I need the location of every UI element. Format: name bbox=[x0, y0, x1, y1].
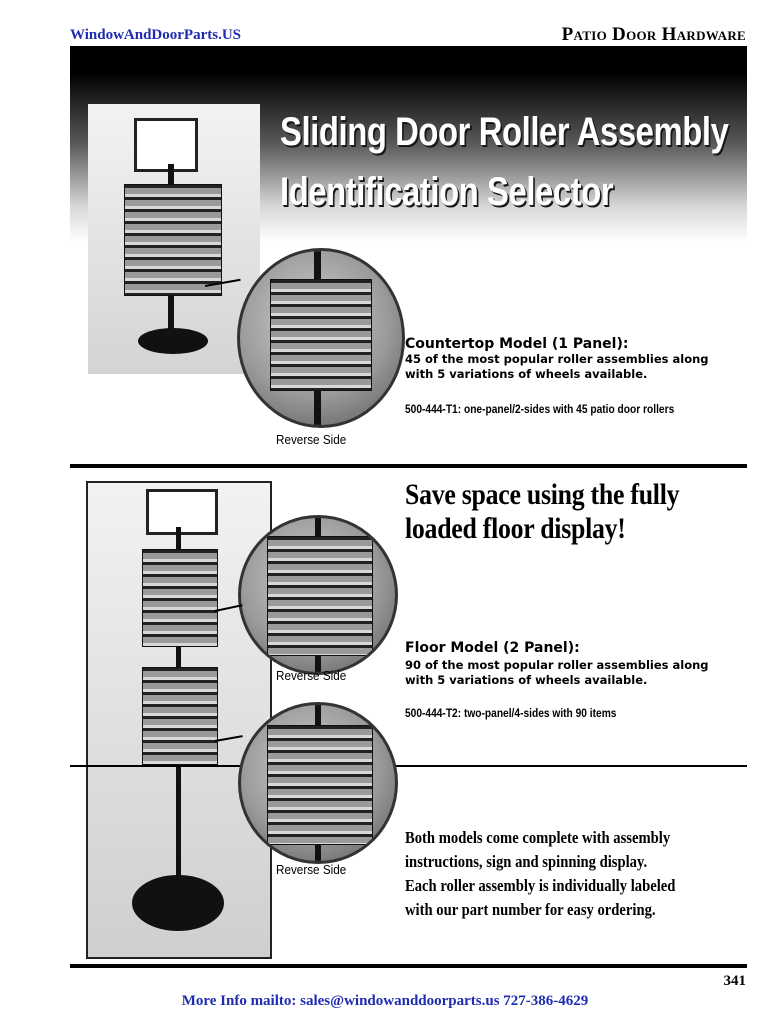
floor-reverse-label-1: Reverse Side bbox=[276, 668, 347, 683]
closing-line-3: Each roller assembly is individually labeled bbox=[405, 876, 676, 895]
site-name[interactable]: WindowAndDoorParts.US bbox=[70, 27, 241, 43]
floor-headline-line-1: Save space using the fully bbox=[405, 478, 680, 511]
countertop-desc-line-2: with 5 variations of wheels available. bbox=[405, 367, 648, 381]
countertop-description bbox=[405, 352, 709, 382]
floor-reverse-label-2: Reverse Side bbox=[276, 862, 347, 877]
countertop-sku: 500-444-T1: one-panel/2-sides with 45 patio door rollers bbox=[405, 402, 675, 416]
floor-reverse-side-photo-2 bbox=[238, 702, 398, 864]
floor-model-title: Floor Model (2 Panel): bbox=[405, 640, 580, 656]
hero-title-line-2: Identification Selector bbox=[280, 170, 614, 214]
section-divider-thin bbox=[70, 765, 747, 767]
display-base bbox=[132, 875, 224, 931]
roller-rack-lower bbox=[142, 667, 218, 765]
floor-desc-line-1: 90 of the most popular roller assemblies along bbox=[405, 658, 709, 672]
roller-rack bbox=[267, 536, 373, 656]
closing-line-2: instructions, sign and spinning display. bbox=[405, 852, 648, 871]
countertop-reverse-side-photo bbox=[237, 248, 405, 428]
display-sign bbox=[134, 118, 198, 172]
countertop-display-photo bbox=[88, 104, 260, 374]
closing-line-4: with our part number for easy ordering. bbox=[405, 900, 656, 919]
floor-desc-line-2: with 5 variations of wheels available. bbox=[405, 673, 648, 687]
roller-rack bbox=[270, 279, 372, 391]
section-divider bbox=[70, 464, 747, 468]
hero-title-line-1: Sliding Door Roller Assembly bbox=[280, 110, 729, 154]
footer-divider bbox=[70, 964, 747, 968]
roller-rack bbox=[124, 184, 222, 296]
countertop-desc-line-1: 45 of the most popular roller assemblies along bbox=[405, 352, 709, 366]
hero-title bbox=[280, 102, 728, 222]
display-sign bbox=[146, 489, 218, 535]
countertop-model-title: Countertop Model (1 Panel): bbox=[405, 336, 629, 352]
display-base bbox=[138, 328, 208, 354]
countertop-reverse-label: Reverse Side bbox=[276, 432, 347, 447]
page-number: 341 bbox=[723, 973, 746, 989]
floor-reverse-side-photo-1 bbox=[238, 515, 398, 675]
floor-headline bbox=[405, 478, 679, 546]
closing-copy bbox=[405, 826, 675, 922]
section-title: Patio Door Hardware bbox=[561, 24, 746, 45]
floor-display-photo bbox=[86, 481, 272, 959]
floor-headline-line-2: loaded floor display! bbox=[405, 512, 626, 545]
floor-description bbox=[405, 658, 709, 688]
floor-sku: 500-444-T2: two-panel/4-sides with 90 items bbox=[405, 706, 617, 720]
footer-contact[interactable]: More Info mailto: sales@windowanddoorparts.us 727-386-4629 bbox=[181, 993, 589, 1009]
closing-line-1: Both models come complete with assembly bbox=[405, 828, 671, 847]
roller-rack bbox=[267, 725, 373, 845]
roller-rack-upper bbox=[142, 549, 218, 647]
